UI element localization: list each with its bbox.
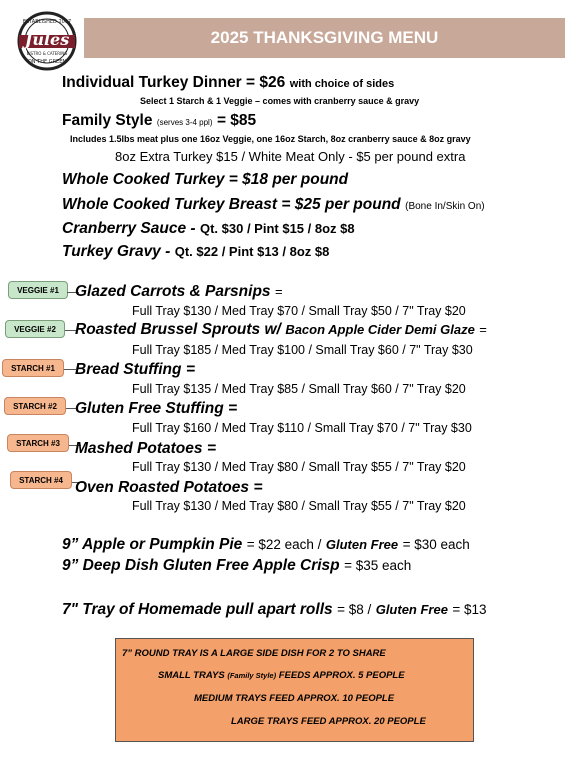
side-prices: Full Tray $130 / Med Tray $80 / Small Tray $55 / 7" Tray $20 bbox=[132, 460, 466, 474]
side-heading bbox=[75, 283, 283, 301]
cranberry-prices: Qt. $30 / Pint $15 / 8oz $8 bbox=[199, 221, 355, 236]
side-name: Oven Roasted Potatoes bbox=[75, 479, 249, 496]
jules-logo bbox=[15, 11, 79, 71]
family-style bbox=[62, 112, 256, 130]
side-eq: = bbox=[228, 400, 238, 417]
svg-text:Jules: Jules bbox=[24, 30, 70, 49]
crisp-line bbox=[62, 557, 411, 575]
side-prices: Full Tray $130 / Med Tray $80 / Small Tray $55 / 7" Tray $20 bbox=[132, 499, 466, 513]
turkey-gravy bbox=[62, 243, 329, 261]
info-line-2c: FEEDS APPROX. 5 PEOPLE bbox=[278, 670, 405, 681]
family-price: = $85 bbox=[216, 112, 257, 129]
family-title: Family Style bbox=[62, 112, 153, 129]
side-name: Mashed Potatoes bbox=[75, 440, 203, 457]
side-prices: Full Tray $160 / Med Tray $110 / Small Tray $70 / 7" Tray $30 bbox=[132, 421, 472, 435]
side-eq: = bbox=[275, 284, 283, 299]
pie-title: 9” Apple or Pumpkin Pie bbox=[62, 536, 243, 553]
side-prices: Full Tray $185 / Med Tray $100 / Small Tray $60 / 7" Tray $30 bbox=[132, 343, 473, 357]
gravy-prices: Qt. $22 / Pint $13 / 8oz $8 bbox=[174, 244, 330, 259]
side-heading bbox=[75, 440, 216, 458]
individual-suffix: with choice of sides bbox=[289, 78, 395, 90]
svg-text:ESTABLISHED 2017: ESTABLISHED 2017 bbox=[22, 19, 72, 25]
side-name: Roasted Brussel Sprouts w/ bbox=[75, 321, 281, 338]
crisp-price: = $35 each bbox=[344, 558, 412, 573]
whole-turkey: Whole Cooked Turkey = $18 per pound bbox=[62, 171, 349, 188]
rolls-title: 7" Tray of Homemade pull apart rolls bbox=[62, 601, 333, 618]
side-eq: = bbox=[206, 440, 216, 457]
side-heading bbox=[75, 400, 237, 418]
side-name: Gluten Free Stuffing bbox=[75, 400, 224, 417]
svg-text:ON THE GREEN: ON THE GREEN bbox=[27, 59, 67, 65]
badge-veggie-2: VEGGIE #2 bbox=[5, 320, 65, 338]
badge-starch-3: STARCH #3 bbox=[7, 434, 69, 452]
badge-starch-1: STARCH #1 bbox=[2, 359, 64, 377]
pie-line bbox=[62, 536, 470, 554]
individual-dinner bbox=[62, 74, 394, 92]
individual-note: Select 1 Starch & 1 Veggie – comes with cranberry sauce & gravy bbox=[140, 96, 420, 106]
info-line-2b: (Family Style) bbox=[227, 671, 277, 680]
serving-info-box bbox=[115, 638, 474, 742]
pie-gf-price: = $30 each bbox=[402, 537, 470, 552]
badge-starch-4: STARCH #4 bbox=[10, 471, 72, 489]
side-heading bbox=[75, 321, 487, 339]
turkey-breast bbox=[62, 196, 485, 214]
side-prices: Full Tray $135 / Med Tray $85 / Small Tray $60 / 7" Tray $20 bbox=[132, 382, 466, 396]
rolls-price: = $8 / bbox=[337, 602, 372, 617]
side-eq: = bbox=[185, 361, 196, 378]
badge-starch-2: STARCH #2 bbox=[4, 397, 66, 415]
rolls-gf-price: = $13 bbox=[452, 602, 487, 617]
breast-note: (Bone In/Skin On) bbox=[405, 201, 485, 212]
info-line-2 bbox=[158, 670, 405, 681]
family-extra: 8oz Extra Turkey $15 / White Meat Only - $5 per pound extra bbox=[115, 149, 466, 164]
info-line-2a: SMALL TRAYS bbox=[158, 670, 225, 681]
side-prices: Full Tray $130 / Med Tray $70 / Small Tray $50 / 7" Tray $20 bbox=[132, 304, 466, 318]
side-eq: = bbox=[479, 322, 487, 337]
pie-gf: Gluten Free bbox=[325, 537, 399, 552]
side-heading bbox=[75, 361, 195, 379]
side-rest: Bacon Apple Cider Demi Glaze bbox=[285, 322, 475, 337]
breast-title: Whole Cooked Turkey Breast = $25 per pound bbox=[62, 196, 401, 213]
banner-title: 2025 THANKSGIVING MENU bbox=[210, 28, 439, 47]
family-note: Includes 1.5lbs meat plus one 16oz Veggie, one 16oz Starch, 8oz cranberry sauce & 8oz gravy bbox=[70, 134, 471, 144]
side-name: Glazed Carrots & Parsnips bbox=[75, 283, 271, 300]
gravy-title: Turkey Gravy - bbox=[62, 243, 171, 260]
individual-title: Individual Turkey Dinner = $26 bbox=[62, 74, 286, 91]
rolls-gf: Gluten Free bbox=[375, 602, 448, 617]
crisp-title: 9” Deep Dish Gluten Free Apple Crisp bbox=[62, 557, 340, 574]
side-eq: = bbox=[253, 479, 263, 496]
side-name: Bread Stuffing bbox=[75, 361, 182, 378]
menu-title-banner bbox=[84, 18, 565, 58]
info-line-1: 7” ROUND TRAY IS A LARGE SIDE DISH FOR 2 TO SHARE bbox=[122, 648, 386, 659]
cranberry-sauce bbox=[62, 220, 355, 238]
info-line-3: MEDIUM TRAYS FEED APPROX. 10 PEOPLE bbox=[194, 693, 395, 704]
cranberry-title: Cranberry Sauce - bbox=[62, 220, 196, 237]
svg-text:BISTRO & CATERING: BISTRO & CATERING bbox=[26, 51, 68, 56]
info-line-4: LARGE TRAYS FEED APPROX. 20 PEOPLE bbox=[231, 716, 426, 727]
badge-veggie-1: VEGGIE #1 bbox=[8, 281, 68, 299]
rolls-line bbox=[62, 601, 487, 619]
side-heading bbox=[75, 479, 263, 497]
family-serves: (serves 3-4 ppl) bbox=[156, 118, 213, 127]
pie-price: = $22 each / bbox=[246, 537, 322, 552]
